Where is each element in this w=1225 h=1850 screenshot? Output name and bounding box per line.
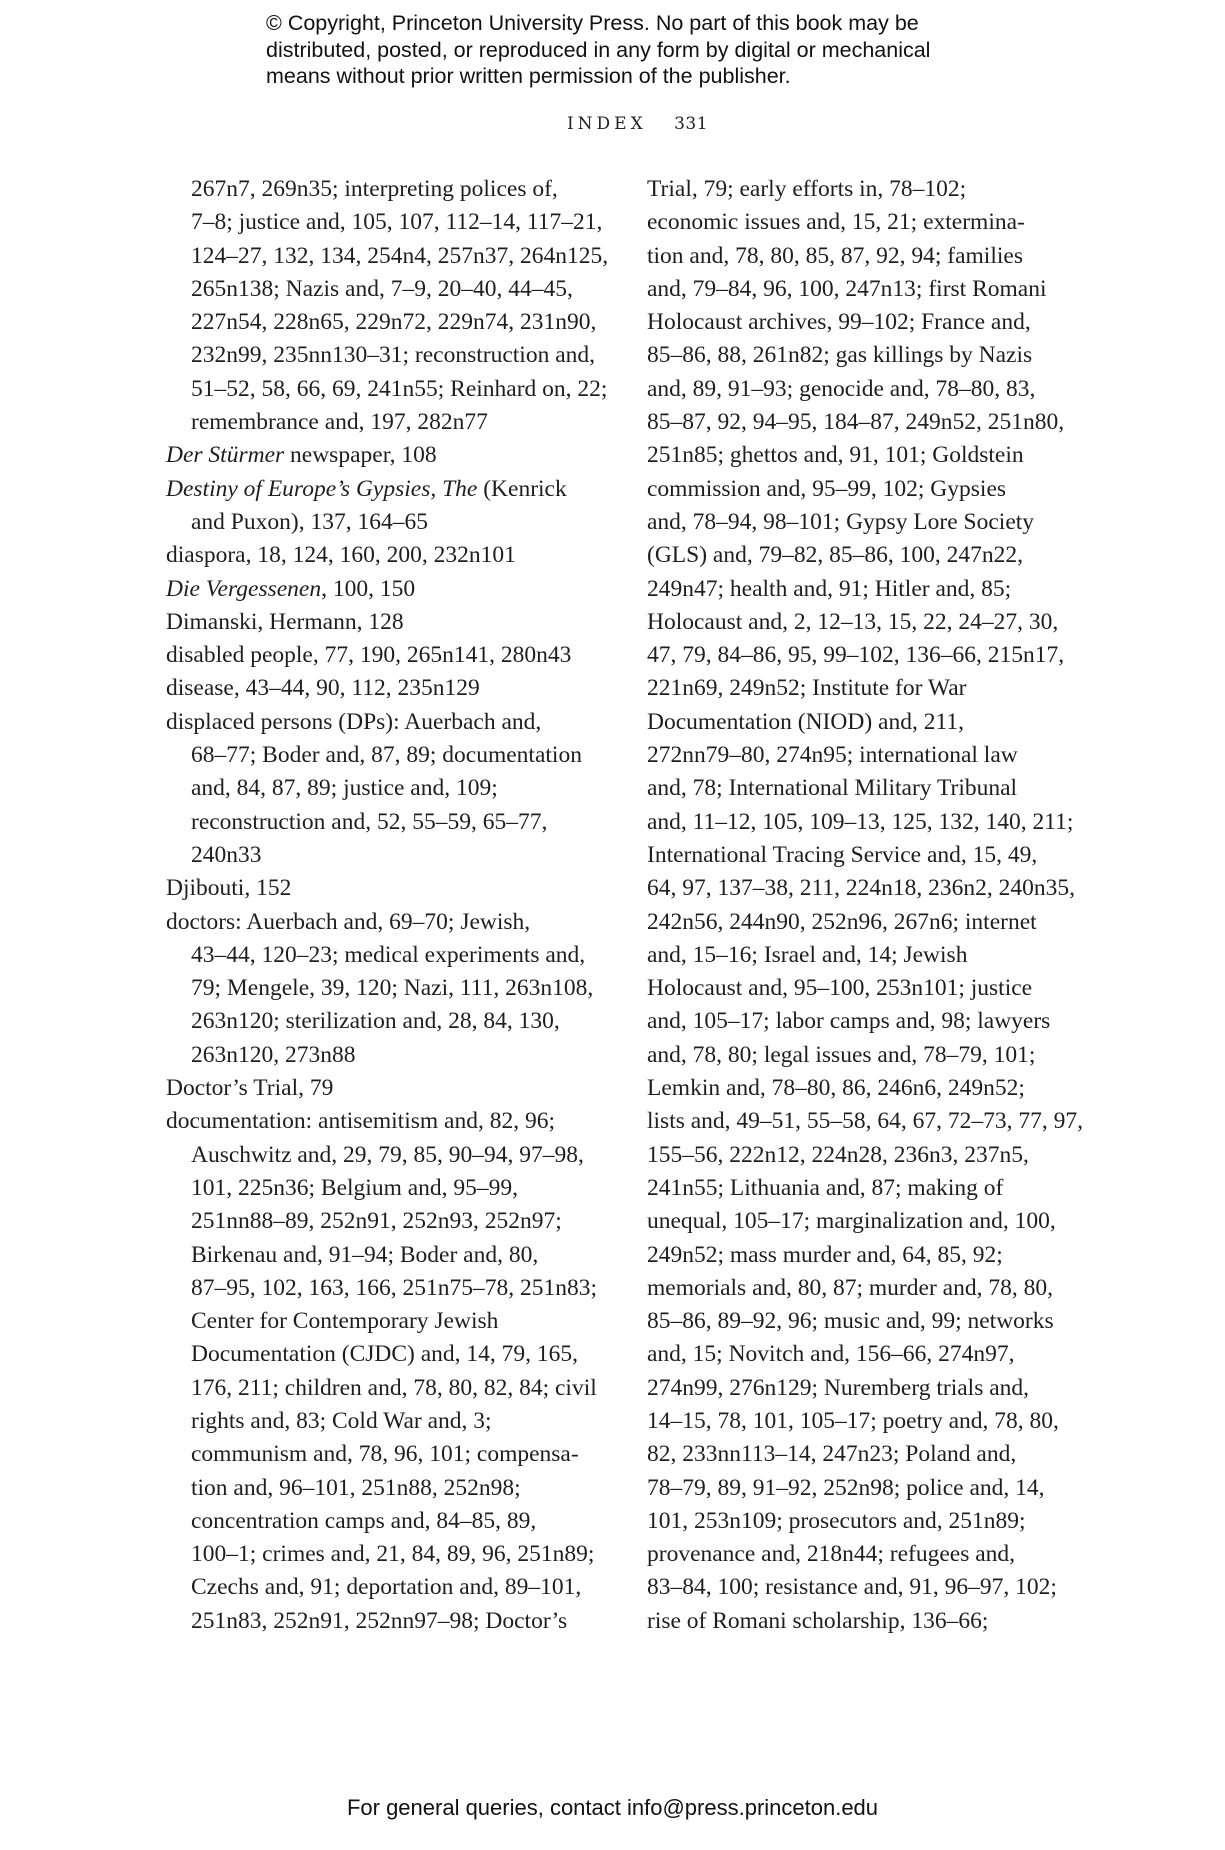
index-line: commission and, 95–99, 102; Gypsies bbox=[647, 475, 1007, 502]
running-head-label: INDEX bbox=[566, 114, 647, 134]
index-line: and, 11–12, 105, 109–13, 125, 132, 140, 211; bbox=[647, 808, 1074, 835]
index-line bbox=[166, 872, 596, 905]
index-line: (GLS) and, 79–82, 85–86, 100, 247n22, bbox=[647, 542, 1023, 569]
index-line bbox=[166, 839, 596, 872]
index-line: 85–86, 89–92, 96; music and, 99; networks bbox=[647, 1308, 1054, 1335]
index-line: and, 15–16; Israel and, 14; Jewish bbox=[647, 941, 968, 968]
index-line bbox=[166, 739, 596, 772]
index-line: 82, 233nn113–14, 247n23; Poland and, bbox=[647, 1441, 1017, 1468]
index-line bbox=[166, 1272, 596, 1305]
index-line-text: 263n120; sterilization and, 28, 84, 130, bbox=[191, 1008, 560, 1035]
index-line: 274n99, 276n129; Nuremberg trials and, bbox=[647, 1374, 1030, 1401]
index-line bbox=[166, 1139, 596, 1172]
index-line: Lemkin and, 78–80, 86, 246n6, 249n52; bbox=[647, 1075, 1025, 1102]
index-line bbox=[166, 939, 596, 972]
copyright-line: means without prior written permission of the publisher. bbox=[266, 64, 791, 88]
index-line: 47, 79, 84–86, 95, 99–102, 136–66, 215n17, bbox=[647, 642, 1065, 669]
index-line-text: concentration camps and, 84–85, 89, bbox=[191, 1507, 537, 1534]
index-line bbox=[166, 573, 596, 606]
index-line bbox=[166, 1172, 596, 1205]
index-line bbox=[166, 1305, 596, 1338]
index-line-text: 101, 225n36; Belgium and, 95–99, bbox=[191, 1174, 519, 1201]
index-line: and, 15; Novitch and, 156–66, 274n97, bbox=[647, 1341, 1015, 1368]
index-line-text: communism and, 78, 96, 101; compensa- bbox=[191, 1441, 579, 1468]
index-line-text: Center for Contemporary Jewish bbox=[191, 1308, 499, 1335]
index-line: 101, 253n109; prosecutors and, 251n89; bbox=[647, 1507, 1026, 1534]
index-line: Holocaust and, 2, 12–13, 15, 22, 24–27, 30, bbox=[647, 608, 1059, 635]
index-line-text: newspaper, 108 bbox=[284, 442, 437, 469]
index-line-text: Auschwitz and, 29, 79, 85, 90–94, 97–98, bbox=[191, 1141, 584, 1168]
index-line: 14–15, 78, 101, 105–17; poetry and, 78, 80, bbox=[647, 1407, 1059, 1434]
copyright-line: distributed, posted, or reproduced in any form by digital or mechanical bbox=[266, 37, 931, 62]
index-line bbox=[166, 1239, 596, 1272]
index-line bbox=[166, 1571, 596, 1604]
index-column-right bbox=[647, 173, 1084, 1638]
index-line: unequal, 105–17; marginalization and, 100, bbox=[647, 1208, 1056, 1235]
index-line: 242n56, 244n90, 252n96, 267n6; internet bbox=[647, 908, 1037, 935]
index-line bbox=[166, 1372, 596, 1405]
index-line: 83–84, 100; resistance and, 91, 96–97, 102; bbox=[647, 1574, 1057, 1601]
index-line-text: 263n120, 273n88 bbox=[191, 1041, 356, 1068]
index-line: Documentation (NIOD) and, 211, bbox=[647, 708, 964, 735]
index-line-text: 267n7, 269n35; interpreting polices of, bbox=[191, 176, 558, 202]
index-line bbox=[166, 1072, 596, 1105]
index-line bbox=[166, 339, 596, 372]
index-line: International Tracing Service and, 15, 49, bbox=[647, 841, 1038, 868]
index-line: and, 78; International Military Tribunal bbox=[647, 775, 1018, 802]
index-line: 85–87, 92, 94–95, 184–87, 249n52, 251n80, bbox=[647, 409, 1065, 436]
index-line: 251n85; ghettos and, 91, 101; Goldstein bbox=[647, 442, 1024, 469]
index-line-text: 176, 211; children and, 78, 80, 82, 84; civil bbox=[191, 1374, 597, 1401]
index-line-text: diaspora, 18, 124, 160, 200, 232n101 bbox=[166, 542, 516, 569]
footer-contact: For general queries, contact info@press.princeton.edu bbox=[346, 1795, 879, 1820]
index-line-text: 79; Mengele, 39, 120; Nazi, 111, 263n108, bbox=[191, 975, 594, 1002]
index-line bbox=[166, 173, 596, 206]
index-line: Holocaust and, 95–100, 253n101; justice bbox=[647, 975, 1033, 1002]
index-line: economic issues and, 15, 21; extermina- bbox=[647, 209, 1025, 236]
index-line-text: 240n33 bbox=[191, 841, 262, 868]
index-line-text: Djibouti, 152 bbox=[166, 875, 292, 902]
index-line-text: Dimanski, Hermann, 128 bbox=[166, 608, 404, 635]
index-column-left bbox=[166, 173, 609, 1638]
index-line-text: 124–27, 132, 134, 254n4, 257n37, 264n125, bbox=[191, 242, 609, 269]
index-line-text: and, 84, 87, 89; justice and, 109; bbox=[191, 775, 498, 802]
index-line-text: rights and, 83; Cold War and, 3; bbox=[191, 1407, 492, 1434]
index-title-italic: Destiny of Europe’s Gypsies, The bbox=[166, 475, 478, 502]
index-line-text: 51–52, 58, 66, 69, 241n55; Reinhard on, 22; bbox=[191, 375, 608, 402]
index-line bbox=[166, 1438, 596, 1471]
index-line-text: 7–8; justice and, 105, 107, 112–14, 117–21, bbox=[191, 209, 603, 236]
index-line bbox=[166, 1105, 596, 1138]
index-line bbox=[166, 506, 596, 539]
index-line-text: Documentation (CJDC) and, 14, 79, 165, bbox=[191, 1341, 579, 1368]
index-line-text: , 100, 150 bbox=[321, 575, 416, 602]
index-line bbox=[166, 1039, 596, 1072]
index-line-text: 251nn88–89, 252n91, 252n93, 252n97; bbox=[191, 1208, 562, 1235]
index-line: 78–79, 89, 91–92, 252n98; police and, 14, bbox=[647, 1474, 1045, 1501]
index-line bbox=[166, 206, 603, 239]
index-line-text: doctors: Auerbach and, 69–70; Jewish, bbox=[166, 908, 531, 935]
index-line: 241n55; Lithuania and, 87; making of bbox=[647, 1174, 1004, 1201]
index-line bbox=[166, 639, 596, 672]
index-line: Holocaust archives, 99–102; France and, bbox=[647, 309, 1031, 336]
index-line: lists and, 49–51, 55–58, 64, 67, 72–73, 77, 97, bbox=[647, 1108, 1084, 1135]
index-line bbox=[166, 473, 596, 506]
index-line: and, 89, 91–93; genocide and, 78–80, 83, bbox=[647, 375, 1036, 402]
index-line bbox=[166, 240, 609, 273]
index-line-text: 265n138; Nazis and, 7–9, 20–40, 44–45, bbox=[191, 275, 573, 302]
index-line bbox=[166, 806, 596, 839]
index-title-italic: Die Vergessenen bbox=[166, 575, 322, 602]
index-line bbox=[166, 1538, 596, 1571]
index-line bbox=[166, 373, 608, 406]
index-line: 85–86, 88, 261n82; gas killings by Nazis bbox=[647, 342, 1033, 369]
index-line bbox=[166, 406, 596, 439]
running-head bbox=[0, 114, 1225, 134]
index-line-text: 232n99, 235nn130–31; reconstruction and, bbox=[191, 342, 596, 369]
index-line bbox=[166, 1472, 596, 1505]
index-line: Trial, 79; early efforts in, 78–102; bbox=[647, 176, 967, 202]
index-line: and, 105–17; labor camps and, 98; lawyers bbox=[647, 1008, 1051, 1035]
index-line-text: Doctor’s Trial, 79 bbox=[166, 1075, 334, 1102]
index-line-text: 100–1; crimes and, 21, 84, 89, 96, 251n89; bbox=[191, 1541, 595, 1568]
copyright-line: © Copyright, Princeton University Press. No part of this book may be bbox=[266, 11, 919, 35]
index-line: and, 79–84, 96, 100, 247n13; first Romani bbox=[647, 275, 1047, 302]
index-line: provenance and, 218n44; refugees and, bbox=[647, 1541, 1016, 1568]
index-line bbox=[166, 906, 596, 939]
index-line: 249n47; health and, 91; Hitler and, 85; bbox=[647, 575, 1012, 602]
index-line-text: Birkenau and, 91–94; Boder and, 80, bbox=[191, 1241, 539, 1268]
index-line: 155–56, 222n12, 224n28, 236n3, 237n5, bbox=[647, 1141, 1029, 1168]
index-line bbox=[166, 439, 596, 472]
index-line bbox=[166, 1205, 596, 1238]
index-line bbox=[166, 772, 596, 805]
index-line-text: disabled people, 77, 190, 265n141, 280n43 bbox=[166, 642, 572, 669]
index-line: memorials and, 80, 87; murder and, 78, 80, bbox=[647, 1274, 1053, 1301]
copyright-notice bbox=[266, 10, 1026, 90]
index-title-italic: Der Stürmer bbox=[166, 442, 285, 469]
index-line-text: disease, 43–44, 90, 112, 235n129 bbox=[166, 675, 480, 702]
index-line bbox=[166, 706, 596, 739]
index-line bbox=[166, 672, 596, 705]
index-line-text: 227n54, 228n65, 229n72, 229n74, 231n90, bbox=[191, 309, 597, 336]
index-line-text: (Kenrick bbox=[477, 475, 567, 502]
index-line: rise of Romani scholarship, 136–66; bbox=[647, 1607, 989, 1634]
index-line: and, 78–94, 98–101; Gypsy Lore Society bbox=[647, 508, 1035, 535]
index-line bbox=[166, 1338, 596, 1371]
index-line bbox=[166, 306, 596, 339]
index-line-text: 87–95, 102, 163, 166, 251n75–78, 251n83; bbox=[191, 1274, 598, 1301]
index-line-text: 251n83, 252n91, 252nn97–98; Doctor’s bbox=[191, 1607, 568, 1634]
index-line bbox=[166, 1005, 596, 1038]
index-line-text: documentation: antisemitism and, 82, 96; bbox=[166, 1108, 556, 1135]
index-line bbox=[166, 972, 596, 1005]
index-line: 249n52; mass murder and, 64, 85, 92; bbox=[647, 1241, 1003, 1268]
page-number: 331 bbox=[674, 114, 709, 134]
index-line bbox=[166, 1405, 596, 1438]
index-line: tion and, 78, 80, 85, 87, 92, 94; families bbox=[647, 242, 1023, 269]
index-line: 221n69, 249n52; Institute for War bbox=[647, 675, 967, 702]
index-line-text: 68–77; Boder and, 87, 89; documentation bbox=[191, 742, 582, 769]
index-line: 64, 97, 137–38, 211, 224n18, 236n2, 240n35, bbox=[647, 875, 1076, 902]
index-line bbox=[166, 1505, 596, 1538]
index-line-text: 43–44, 120–23; medical experiments and, bbox=[191, 941, 586, 968]
index-line-text: displaced persons (DPs): Auerbach and, bbox=[166, 708, 542, 735]
index-line-text: reconstruction and, 52, 55–59, 65–77, bbox=[191, 808, 548, 835]
index-line bbox=[166, 273, 596, 306]
index-line-text: tion and, 96–101, 251n88, 252n98; bbox=[191, 1474, 521, 1501]
index-line-text: and Puxon), 137, 164–65 bbox=[191, 508, 428, 535]
index-line-text: Czechs and, 91; deportation and, 89–101, bbox=[191, 1574, 582, 1601]
index-line bbox=[166, 1605, 596, 1638]
index-line bbox=[166, 539, 596, 572]
index-line bbox=[166, 606, 596, 639]
index-line-text: remembrance and, 197, 282n77 bbox=[191, 409, 488, 436]
index-line: and, 78, 80; legal issues and, 78–79, 101; bbox=[647, 1041, 1036, 1068]
index-line: 272nn79–80, 274n95; international law bbox=[647, 742, 1018, 769]
